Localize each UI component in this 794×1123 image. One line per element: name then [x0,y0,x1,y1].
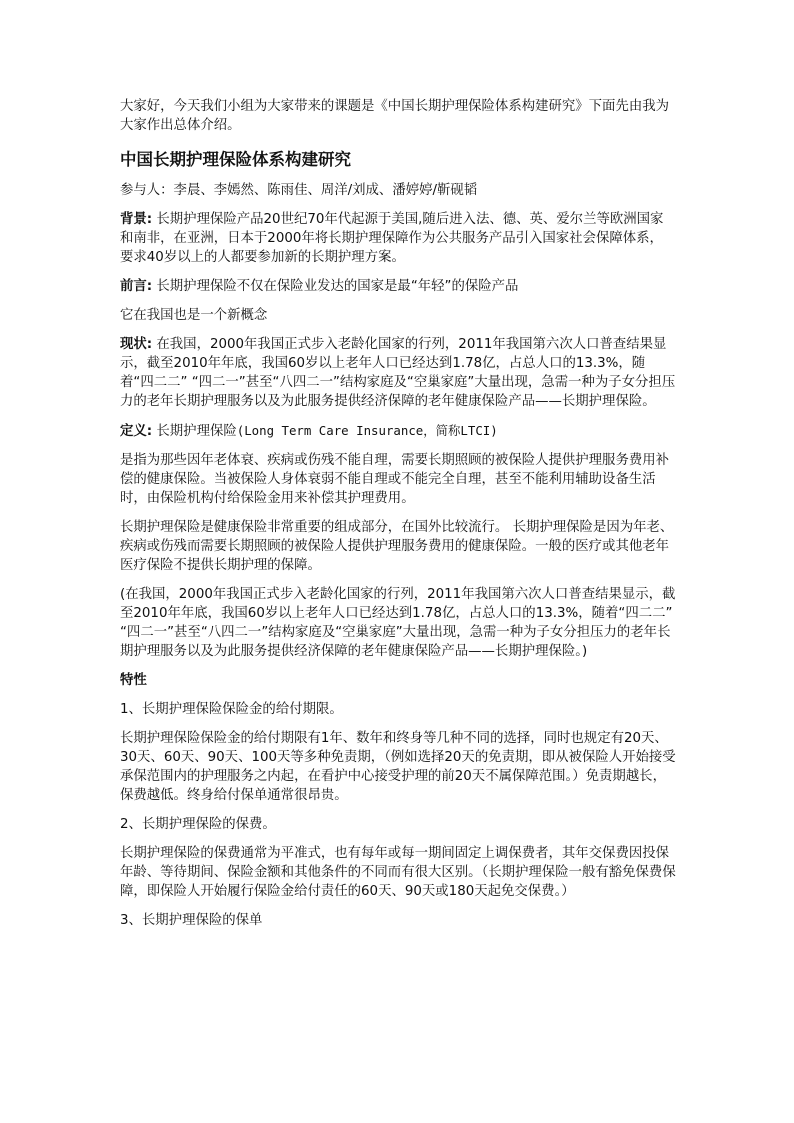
status-paragraph [120,335,676,411]
definition-text: 长期护理保险 [156,424,237,439]
feature-1-title: 1、长期护理保险保险金的给付期限。 [120,702,343,717]
features-heading: 特性 [120,673,147,688]
background-label: 背景: [120,212,153,227]
status-text: 在我国，2000年我国正式步入老龄化国家的行列，2011年我国第六次人口普查结果显示，截至2010年年底，我国60岁以上老年人口已经达到1.78亿，占总人口的13.3%，随着“四二二” “四二一”甚至“八四二一”结构家庭及“空巢家庭”大量出现，急需一种为子女分担压力的老年长期护理服务以及为此服务提供经济保障的老年健康保险产品——长期护理保险。 [120,337,676,409]
intro-paragraph: 大家好，今天我们小组为大家带来的课题是《中国长期护理保险体系构建研究》下面先由我为大家作出总体介绍。 [120,99,670,133]
document-title: 中国长期护理保险体系构建研究 [120,150,351,169]
definition-label: 定义: [120,424,153,439]
definition-detail-2: 长期护理保险是健康保险非常重要的组成部分，在国外比较流行。 长期护理保险是因为年老、疾病或伤残而需要长期照顾的被保险人提供护理服务费用的健康保险。一般的医疗或其他老年医疗保险不提供长期护理的保障。 [120,520,674,573]
background-text: 长期护理保险产品20世纪70年代起源于美国,随后进入法、德、英、爱尔兰等欧洲国家和南非，在亚洲，日本于2000年将长期护理保障作为公共服务产品引入国家社会保障体系，要求40岁以上的人都要参加新的长期护理方案。 [120,212,664,265]
definition-detail-3: (在我国，2000年我国正式步入老龄化国家的行列，2011年我国第六次人口普查结果显示，截至2010年年底，我国60岁以上老年人口已经达到1.78亿，占总人口的13.3%，随着“四二二” “四二一”甚至“八四二一”结构家庭及“空巢家庭”大量出现，急需一种为子女分担压力的老年长期护理服务以及为此服务提供经济保障的老年健康保险产品——长期护理保险。) [120,587,676,659]
feature-3-title: 3、长期护理保险的保单 [120,913,263,928]
preface-text: 长期护理保险不仅在保险业发达的国家是最“年轻”的保险产品 [156,279,519,294]
feature-2-title: 2、长期护理保险的保费。 [120,817,276,832]
feature-2-text: 长期护理保险的保费通常为平准式，也有每年或每一期间固定上调保费者，其年交保费因投保年龄、等待期间、保险金额和其他条件的不同而有很大区别。（长期护理保险一般有豁免保费保障，即保险人开始履行保险金给付责任的60天、90天或180天起免交保费。） [120,846,676,899]
definition-english: (Long Term Care Insurance，简称LTCI) [236,423,498,438]
status-label: 现状: [120,337,153,352]
document-page [120,97,676,940]
preface-continuation: 它在我国也是一个新概念 [120,308,268,323]
definition-detail-1: 是指为那些因年老体衰、疾病或伤残不能自理，需要长期照顾的被保险人提供护理服务费用补偿的健康保险。当被保险人身体衰弱不能自理或不能完全自理，甚至不能利用辅助设备生活时，由保险机构付给保险金用来补偿其护理费用。 [120,453,670,506]
background-paragraph [120,210,676,267]
definition-paragraph [120,421,676,441]
participants-line: 参与人：李晨、李嫣然、陈雨佳、周洋/刘成、潘婷婷/靳砚韬 [120,183,478,198]
feature-1-text: 长期护理保险保险金的给付期限有1年、数年和终身等几种不同的选择，同时也规定有20天、30天、60天、90天、100天等多种免责期，（例如选择20天的免责期，即从被保险人开始接受承保范围内的护理服务之内起，在看护中心接受护理的前20天不属保障范围。）免责期越长，保费越低。终身给付保单通常很昂贵。 [120,731,676,803]
preface-label: 前言: [120,279,153,294]
preface-paragraph [120,277,676,296]
